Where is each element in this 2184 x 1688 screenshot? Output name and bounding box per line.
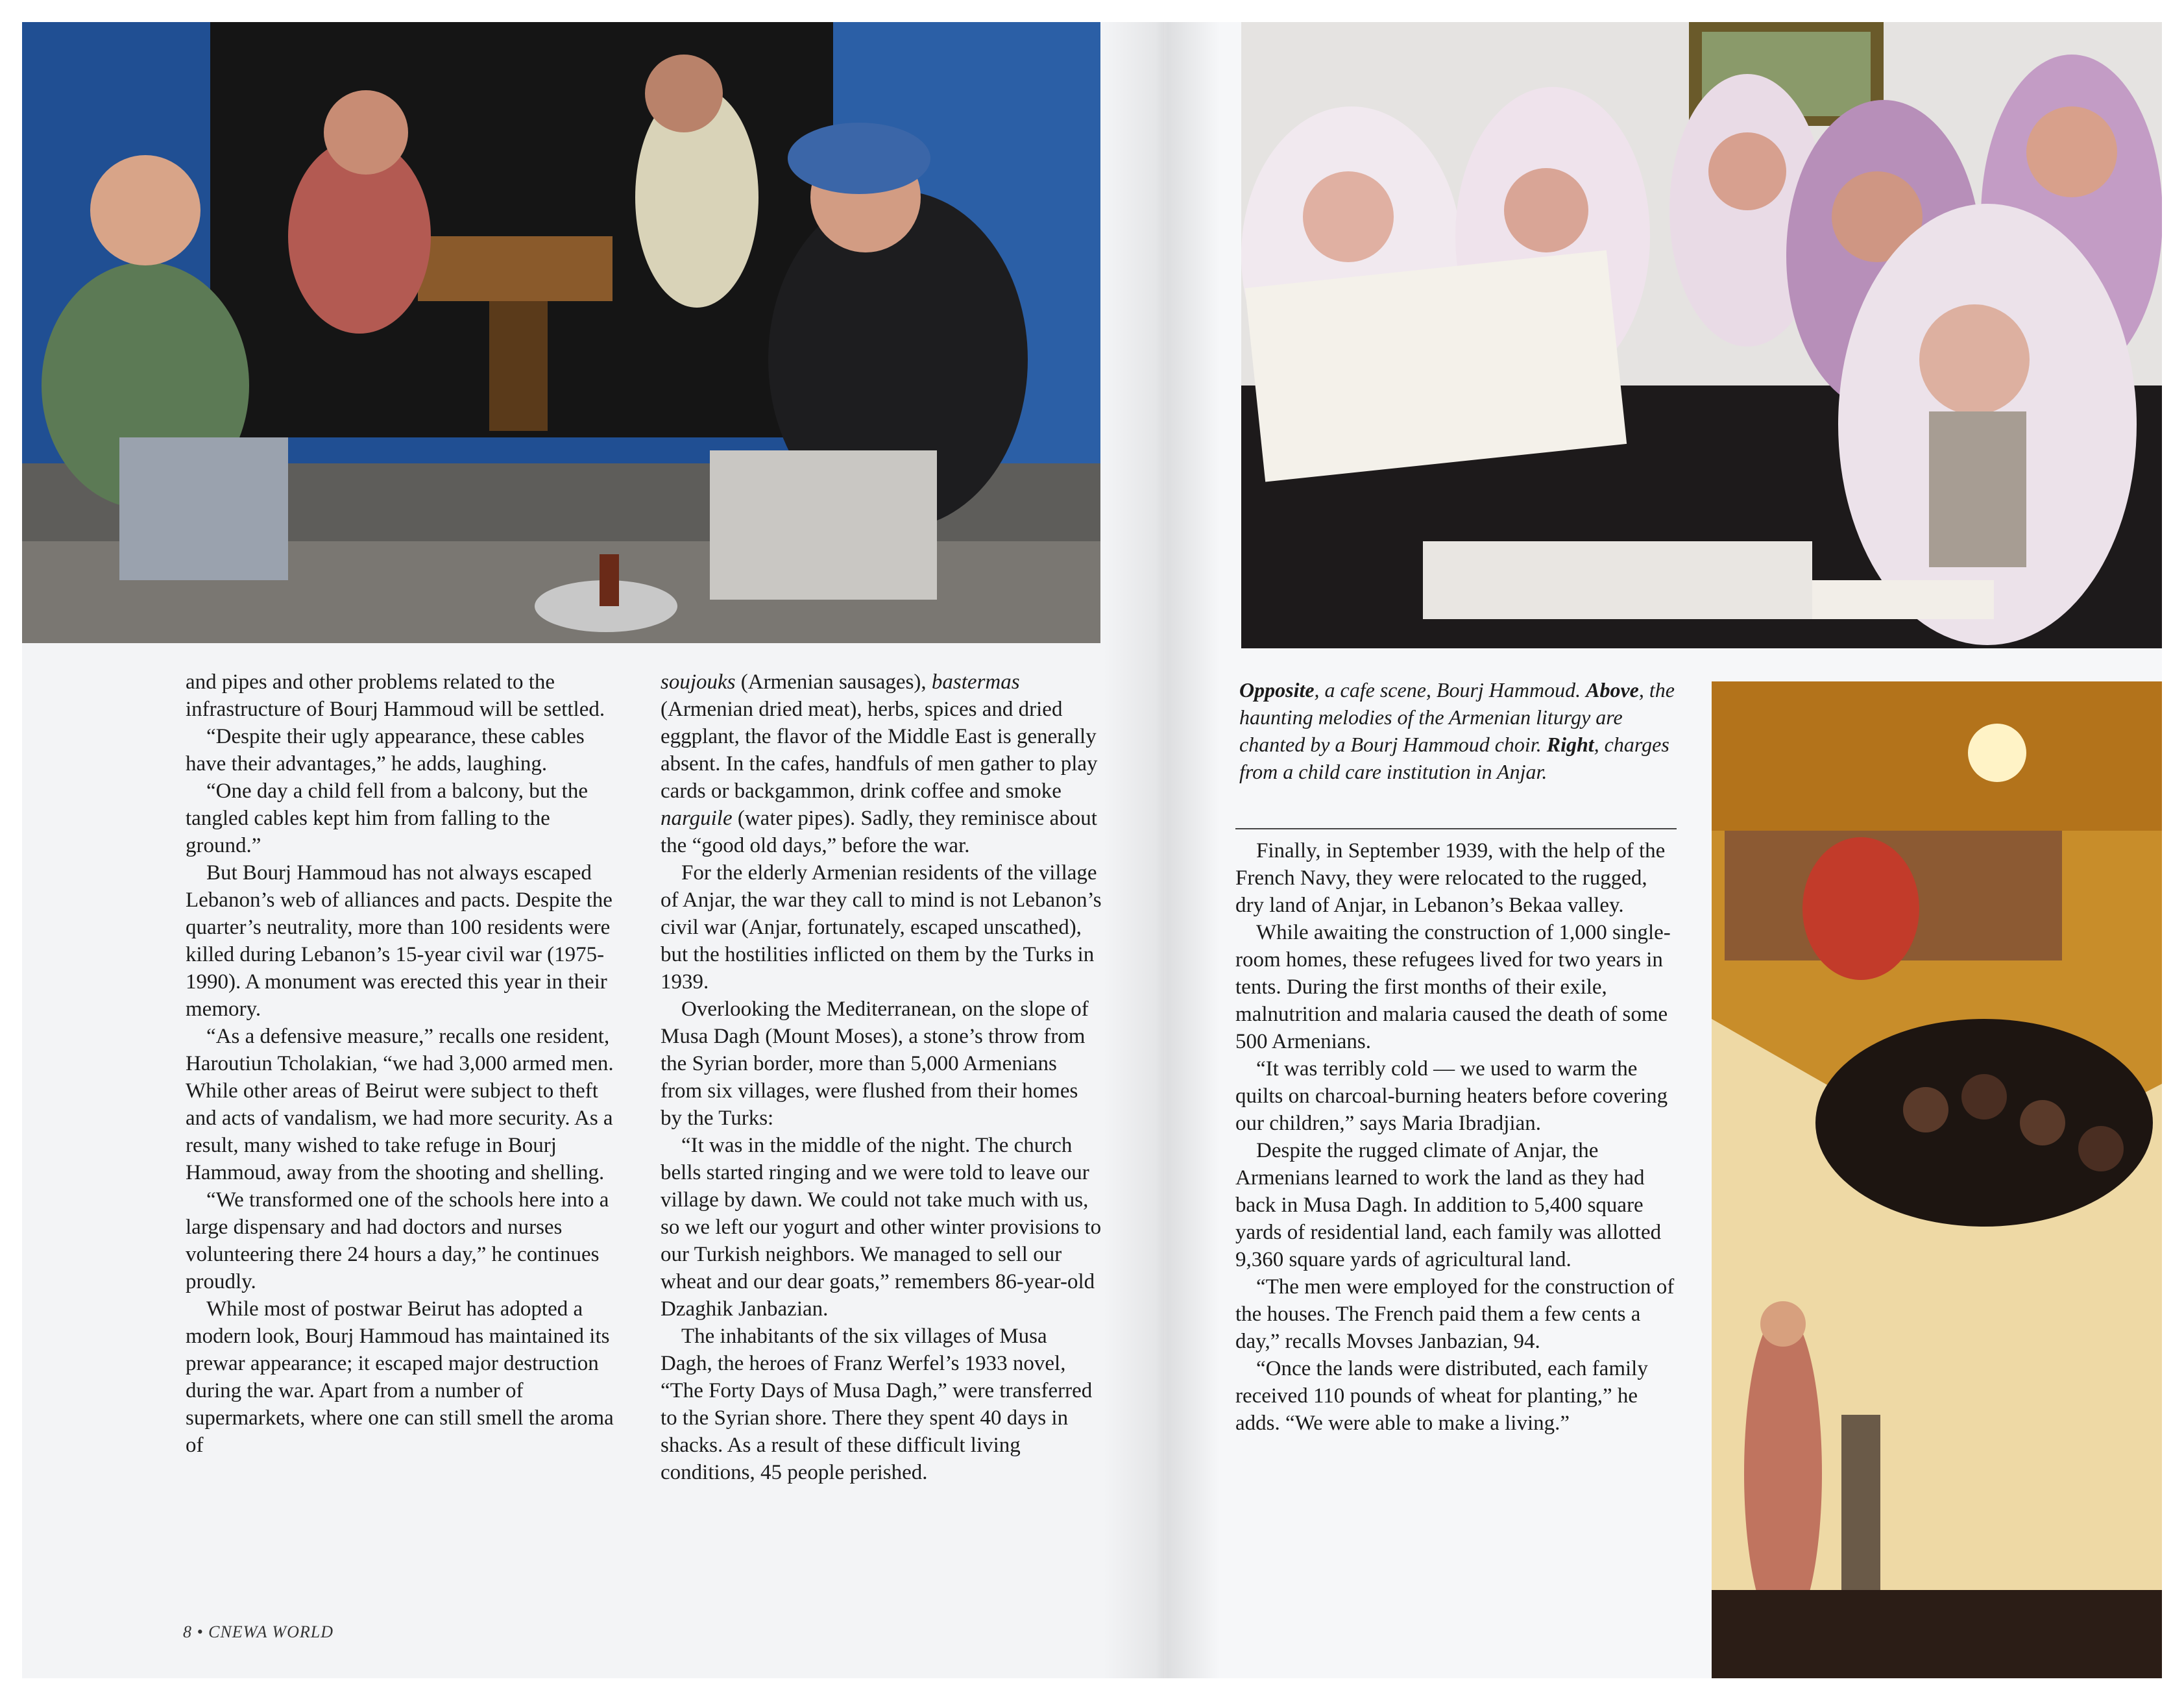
caption-right-text: , charges from a child care institution in Anjar. — [1239, 733, 1669, 783]
paragraph: The inhabitants of the six villages of Musa Dagh, the heroes of Franz Werfel’s 1933 novel, “The Forty Days of Musa Dagh,” were transferred to the Syrian shore. There they spent 40 days in shacks. As a result of these difficult living conditions, 45 people perished. — [661, 1325, 1093, 1484]
paragraph-text: (Armenian dried meat), herbs, spices and dried eggplant, the flavor of the Middle East is generally absent. In the cafes, handfuls of men gather to play cards or backgammon, drink coffee and smoke — [661, 698, 1098, 803]
caption-opposite-text: , a cafe scene, Bourj Hammoud. — [1314, 678, 1581, 702]
cafe-scene-photo — [22, 22, 1100, 643]
paragraph: Despite the rugged climate of Anjar, the Armenians learned to work the land as they had back in Musa Dagh. In addition to 5,400 square yards of residential land, each family was allotted 9,360 square yards of agricultural land. — [1235, 1139, 1662, 1271]
caption-opposite-label: Opposite — [1239, 678, 1315, 702]
choir-photo — [1241, 22, 2162, 648]
term-bastermas: bastermas — [931, 670, 1020, 694]
article-column-2 — [661, 668, 1103, 1486]
paragraph: While most of postwar Beirut has adopted a modern look, Bourj Hammoud has maintained its prewar appearance; it escaped major destruction during the war. Apart from a number of supermarkets, where one can still smell the aroma of — [186, 1297, 614, 1457]
term-narguile: narguile — [661, 807, 733, 830]
term-soujouks: soujouks — [661, 670, 736, 694]
paragraph: Finally, in September 1939, with the help of the French Navy, they were relocated to the rugged, dry land of Anjar, in Lebanon’s Bekaa valley. — [1235, 839, 1666, 917]
paragraph: “Once the lands were distributed, each family received 110 pounds of wheat for planting,” he adds. “We were able to make a living.” — [1235, 1357, 1648, 1435]
paragraph — [661, 668, 1103, 859]
paragraph: “Despite their ugly appearance, these cables have their advantages,” he adds, laughing. — [186, 725, 585, 776]
paragraph: “It was in the middle of the night. The church bells started ringing and we were told to leave our village by dawn. We could not take much with us, so we left our yogurt and other winter provisions to our Turkish neighbors. We managed to sell our wheat and our dear goats,” remembers 86-year-old Dzaghik Janbazian. — [661, 1134, 1102, 1321]
paragraph: “The men were employed for the construction of the houses. The French paid them a few cents a day,” recalls Movses Janbazian, 94. — [1235, 1275, 1675, 1353]
caption-above-text: , the haunting melodies of the Armenian liturgy are chanted by a Bourj Hammoud choir. — [1239, 678, 1675, 756]
photo-caption — [1239, 676, 1680, 785]
article-column-3 — [1235, 837, 1677, 1437]
paragraph: Overlooking the Mediterranean, on the slope of Musa Dagh (Mount Moses), a stone’s throw from the Syrian border, more than 5,000 Armenians from six villages, were flushed from their homes by the Turks: — [661, 997, 1089, 1130]
paragraph: But Bourj Hammoud has not always escaped Lebanon’s web of alliances and pacts. Despite the quarter’s neutrality, more than 100 residents were killed during Lebanon’s 15-year civil war (1975-1990). A monument was erected this year in their memory. — [186, 861, 613, 1021]
caption-right-label: Right — [1546, 733, 1594, 756]
article-column-1 — [186, 668, 622, 1459]
paragraph: “As a defensive measure,” recalls one resident, Haroutiun Tcholakian, “we had 3,000 armed men. While other areas of Beirut were subject to theft and acts of vandalism, we had more security. As a result, many wished to take refuge in Bourj Hammoud, away from the shooting and shelling. — [186, 1025, 614, 1184]
caption-above-label: Above — [1586, 678, 1639, 702]
paragraph: “It was terribly cold — we used to warm the quilts on charcoal-burning heaters before covering our children,” says Maria Ibradjian. — [1235, 1057, 1668, 1135]
children-photo — [1712, 681, 2162, 1678]
paragraph-text: (Armenian sausages), — [735, 670, 932, 694]
paragraph: and pipes and other problems related to the infrastructure of Bourj Hammoud will be settled. — [186, 670, 605, 721]
caption-divider — [1235, 828, 1677, 829]
page-folio: 8 • CNEWA WORLD — [183, 1622, 334, 1641]
paragraph: While awaiting the construction of 1,000 single-room homes, these refugees lived for two years in tents. During the first months of their exile, malnutrition and malaria caused the death of some 500 Armenians. — [1235, 921, 1671, 1053]
page-gutter — [1103, 22, 1220, 1678]
paragraph-text: (water pipes). Sadly, they reminisce about the “good old days,” before the war. — [661, 807, 1097, 857]
paragraph: “We transformed one of the schools here into a large dispensary and had doctors and nurses volunteering there 24 hours a day,” he continues proudly. — [186, 1188, 609, 1293]
paragraph: For the elderly Armenian residents of the village of Anjar, the war they call to mind is not Lebanon’s civil war (Anjar, fortunately, escaped unscathed), but the hostilities inflicted on them by the Turks in 1939. — [661, 861, 1102, 994]
paragraph: “One day a child fell from a balcony, but the tangled cables kept him from falling to the ground.” — [186, 779, 588, 857]
